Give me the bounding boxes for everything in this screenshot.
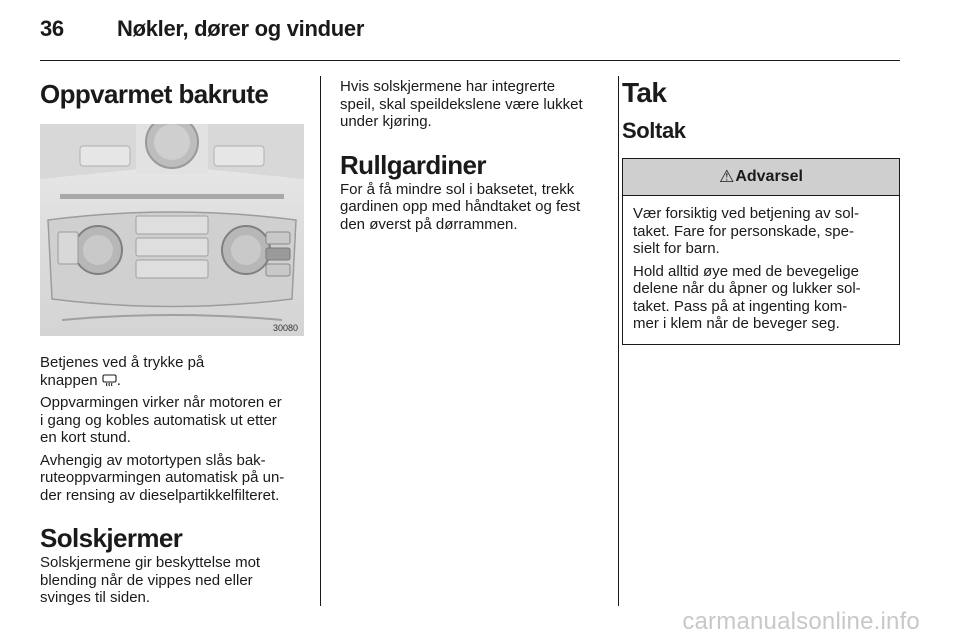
paragraph-operation: Betjenes ved å trykke på knappen . [40,354,205,389]
heading-roof: Tak [622,77,667,108]
warning-header: ⚠ Advarsel [623,159,899,196]
header-rule [40,60,900,61]
paragraph-sun-visors: Solskjermene gir beskyttelse mot blending når de vippes ned eller svinges til siden. [40,554,261,606]
warning-triangle-icon: ⚠ [719,167,735,186]
middle-column [340,76,604,238]
heading-heated-rear-window: Oppvarmet bakrute [40,79,269,109]
paragraph-visor-mirrors: Hvis solskjermene har integrerte speil, skal speildekslene være lukket under kjøring. [340,78,583,130]
figure-code: 30080 [272,323,298,333]
paragraph-roller-blinds: For å få mindre sol i baksetet, trekk gardinen opp med håndtaket og fest den øverst på dørrammen. [340,180,581,233]
heading-roller-blinds: Rullgardiner [340,149,486,180]
column-divider-left [320,76,321,606]
climate-panel-illustration [40,124,304,336]
paragraph-auto-off: Oppvarmingen virker når motoren er i gang og kobles automatisk ut etter en kort stund. [40,394,282,446]
warning-body [623,196,899,344]
right-column [622,76,902,345]
warning-paragraph-1: Vær forsiktig ved betjening av sol- taket. Fare for personskade, spe- sielt for barn. [633,205,859,257]
rear-window-heater-icon [102,372,117,389]
page-number: 36 [40,16,64,41]
left-column [40,76,304,612]
climate-control-panel-figure [40,124,304,336]
watermark-text: carmanualsonline.info [682,608,920,635]
heading-sunroof: Soltak [622,118,686,143]
warning-box [622,158,900,345]
paragraph-diesel-filter: Avhengig av motortypen slås bak- ruteoppvarmingen automatisk på un- der rensing av dieselpartikkelfilteret. [40,451,285,504]
chapter-title: Nøkler, dører og vinduer [117,16,365,41]
warning-paragraph-2: Hold alltid øye med de bevegelige delene når du åpner og lukker sol- taket. Pass på at ingenting kom- mer i klem når de beveger seg. [633,262,861,332]
column-divider-right [618,76,619,606]
heading-sun-visors: Solskjermer [40,523,183,553]
